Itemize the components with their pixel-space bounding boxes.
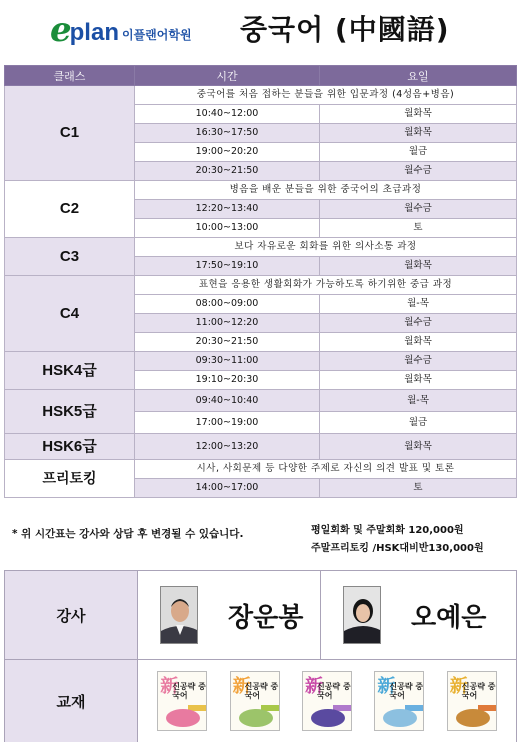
teacher-photo (160, 586, 198, 644)
page-title: 중국어 (中國語) (240, 13, 450, 46)
table-row (5, 460, 517, 479)
schedule-table (4, 65, 517, 498)
book-image (311, 709, 345, 727)
price-line-weekday: 평일회화 및 주말회화 120,000원 (311, 525, 464, 536)
teacher-card (321, 571, 517, 660)
session-time: 16:30~17:50 (135, 124, 320, 143)
session-time: 08:00~09:00 (135, 295, 320, 314)
session-days: 토 (320, 479, 517, 498)
table-row (5, 86, 517, 105)
session-time: 09:40~10:40 (135, 390, 320, 412)
session-time: 17:50~19:10 (135, 257, 320, 276)
textbook-row (5, 660, 517, 742)
book-char: 新 (449, 676, 468, 697)
class-name-c3: C3 (5, 238, 135, 276)
teacher-label: 강사 (5, 571, 138, 660)
session-time: 19:10~20:30 (135, 371, 320, 390)
session-time: 20:30~21:50 (135, 333, 320, 352)
teacher-row (5, 571, 517, 660)
session-days: 월수금 (320, 314, 517, 333)
price-info (311, 522, 484, 558)
session-time: 19:00~20:20 (135, 143, 320, 162)
session-days: 월화목 (320, 257, 517, 276)
staff-table (4, 570, 517, 742)
book-title: 신공략 중국어 (244, 682, 279, 700)
book-title: 신공략 중국어 (461, 682, 496, 700)
book-char: 新 (377, 676, 396, 697)
class-name-c2: C2 (5, 181, 135, 238)
eplan-logo (50, 10, 192, 50)
class-name-free-talking: 프리토킹 (5, 460, 135, 498)
session-time: 10:40~12:00 (135, 105, 320, 124)
price-line-weekend: 주말프리토킹 /HSK대비반130,000원 (311, 543, 484, 554)
class-name-hsk6: HSK6급 (5, 434, 135, 460)
class-description: 중국어를 처음 접하는 분들을 위한 입문과정 (4성음+병음) (135, 86, 517, 105)
book-char: 新 (160, 676, 179, 697)
column-header-days: 요일 (320, 66, 517, 86)
book-image (456, 709, 490, 727)
book-image (166, 709, 200, 727)
table-row (5, 238, 517, 257)
textbook-cover (447, 671, 497, 731)
class-description: 보다 자유로운 회화를 위한 의사소통 과정 (135, 238, 517, 257)
session-time: 14:00~17:00 (135, 479, 320, 498)
logo-e: e (50, 10, 72, 50)
teacher-photo (343, 586, 381, 644)
textbook-cover (374, 671, 424, 731)
textbook-label: 교재 (5, 660, 138, 742)
book-title: 신공략 중국어 (316, 682, 351, 700)
textbook-cover (157, 671, 207, 731)
teacher-name: 오예은 (411, 602, 487, 633)
schedule-change-note: * 위 시간표는 강사와 상담 후 변경될 수 있습니다. (12, 528, 244, 540)
session-time: 09:30~11:00 (135, 352, 320, 371)
session-days: 월-목 (320, 295, 517, 314)
column-header-class: 클래스 (5, 66, 135, 86)
class-name-c1: C1 (5, 86, 135, 181)
teacher-card (138, 571, 321, 660)
book-title: 신공략 중국어 (172, 682, 206, 700)
session-days: 월수금 (320, 200, 517, 219)
session-time: 17:00~19:00 (135, 412, 320, 434)
teacher-name: 장운봉 (228, 602, 304, 633)
session-days: 월화목 (320, 105, 517, 124)
session-days: 월화목 (320, 124, 517, 143)
book-char: 新 (232, 676, 251, 697)
class-description: 병음을 배운 분들을 위한 중국어의 초급과정 (135, 181, 517, 200)
class-description: 시사, 사회문제 등 다양한 주제로 자신의 의견 발표 및 토론 (135, 460, 517, 479)
table-header-row (5, 66, 517, 86)
book-title: 신공략 중국어 (389, 682, 424, 700)
textbook-cover (230, 671, 280, 731)
column-header-time: 시간 (135, 66, 320, 86)
session-time: 20:30~21:50 (135, 162, 320, 181)
session-days: 토 (320, 219, 517, 238)
logo-academy-name: 이플랜어학원 (121, 28, 192, 42)
session-days: 월금 (320, 412, 517, 434)
session-days: 월수금 (320, 352, 517, 371)
logo-plan: plan (69, 19, 119, 46)
table-row (5, 390, 517, 412)
session-time: 12:20~13:40 (135, 200, 320, 219)
session-time: 11:00~12:20 (135, 314, 320, 333)
session-days: 월화목 (320, 434, 517, 460)
session-time: 12:00~13:20 (135, 434, 320, 460)
textbook-cover (302, 671, 352, 731)
book-image (383, 709, 417, 727)
session-days: 월-목 (320, 390, 517, 412)
book-char: 新 (304, 676, 323, 697)
book-image (239, 709, 273, 727)
class-description: 표현을 응용한 생활회화가 가능하도록 하기위한 중급 과정 (135, 276, 517, 295)
session-days: 월수금 (320, 162, 517, 181)
table-row (5, 434, 517, 460)
textbook-list (138, 660, 517, 742)
session-time: 10:00~13:00 (135, 219, 320, 238)
session-days: 월화목 (320, 333, 517, 352)
class-name-hsk5: HSK5급 (5, 390, 135, 434)
session-days: 월금 (320, 143, 517, 162)
table-row (5, 352, 517, 371)
table-row (5, 276, 517, 295)
class-name-hsk4: HSK4급 (5, 352, 135, 390)
class-name-c4: C4 (5, 276, 135, 352)
table-row (5, 181, 517, 200)
session-days: 월화목 (320, 371, 517, 390)
